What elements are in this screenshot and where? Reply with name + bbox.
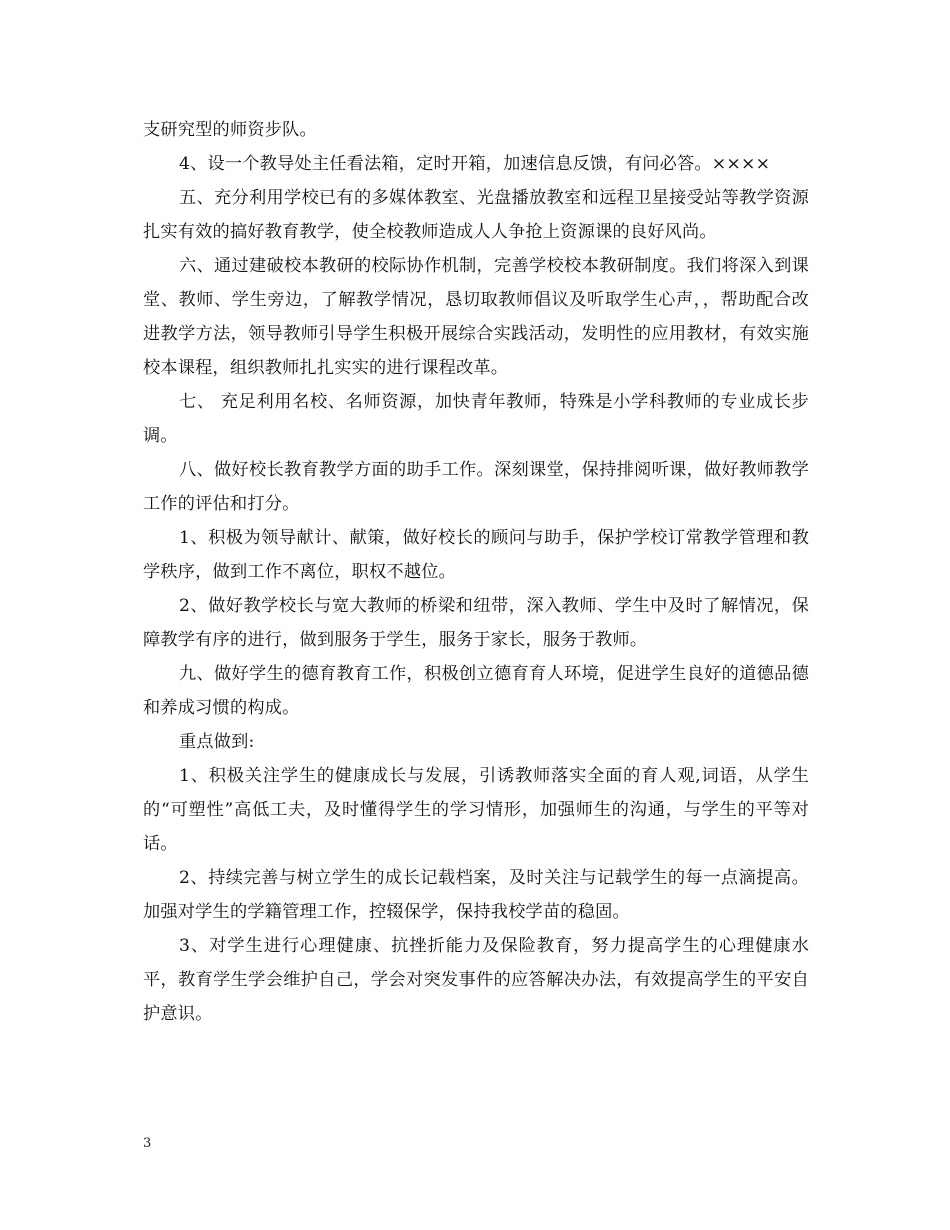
paragraph-key-point-1: 1、积极关注学生的健康成长与发展，引诱教师落实全面的育人观,词语，从学生的“可塑性”高低工夫，及时懂得学生的学习情形，加强师生的沟通，与学生的平等对话。 <box>143 766 809 854</box>
paragraph-section-8-item-2: 2、做好教学校长与宽大教师的桥梁和纽带，深入教师、学生中及时了解情况，保障教学有序的进行，做到服务于学生，服务于家长，服务于教师。 <box>143 596 809 650</box>
document-body <box>143 113 809 1031</box>
paragraph-key-point-2: 2、持续完善与树立学生的成长记载档案，及时关注与记载学生的每一点滴提高。加强对学生的学籍管理工作，控辍保学，保持我校学苗的稳固。 <box>143 868 809 922</box>
paragraph-section-8-item-1: 1、积极为领导献计、献策，做好校长的顾问与助手，保护学校订常教学管理和教学秩序，做到工作不离位，职权不越位。 <box>143 528 809 582</box>
paragraph-key-points-heading: 重点做到: <box>179 732 255 752</box>
page-number: 3 <box>143 1136 152 1151</box>
paragraph-section-5: 五、充分利用学校已有的多媒体教室、光盘播放教室和远程卫星接受站等教学资源扎实有效的搞好教育教学，使全校教师造成人人争抢上资源课的良好风尚。 <box>143 188 809 242</box>
paragraph-section-8: 八、做好校长教育教学方面的助手工作。深刻课堂，保持排阅听课，做好教师教学工作的评估和打分。 <box>143 460 809 514</box>
paragraph-item-4: 4、设一个教导处主任看法箱，定时开箱，加速信息反馈，有问必答。×××× <box>179 154 771 174</box>
paragraph-key-point-3: 3、对学生进行心理健康、抗挫折能力及保险教育，努力提高学生的心理健康水平，教育学生学会维护自己，学会对突发事件的应答解决办法，有效提高学生的平安自护意识。 <box>143 936 809 1024</box>
paragraph-continuation: 支研究型的师资步队。 <box>143 120 317 140</box>
paragraph-section-7: 七、 充足利用名校、名师资源，加快青年教师，特殊是小学科教师的专业成长步调。 <box>143 392 809 446</box>
paragraph-section-9: 九、做好学生的德育教育工作，积极创立德育育人环境，促进学生良好的道德品德和养成习惯的构成。 <box>143 664 809 718</box>
paragraph-section-6: 六、通过建破校本教研的校际协作机制，完善学校校本教研制度。我们将深入到课堂、教师、学生旁边，了解教学情况，恳切取教师倡议及听取学生心声，，帮助配合改进教学方法，领导教师引导学生积极开展综合实践活动，发明性的应用教材，有效实施校本课程，组织教师扎扎实实的进行课程改革。 <box>143 256 809 378</box>
